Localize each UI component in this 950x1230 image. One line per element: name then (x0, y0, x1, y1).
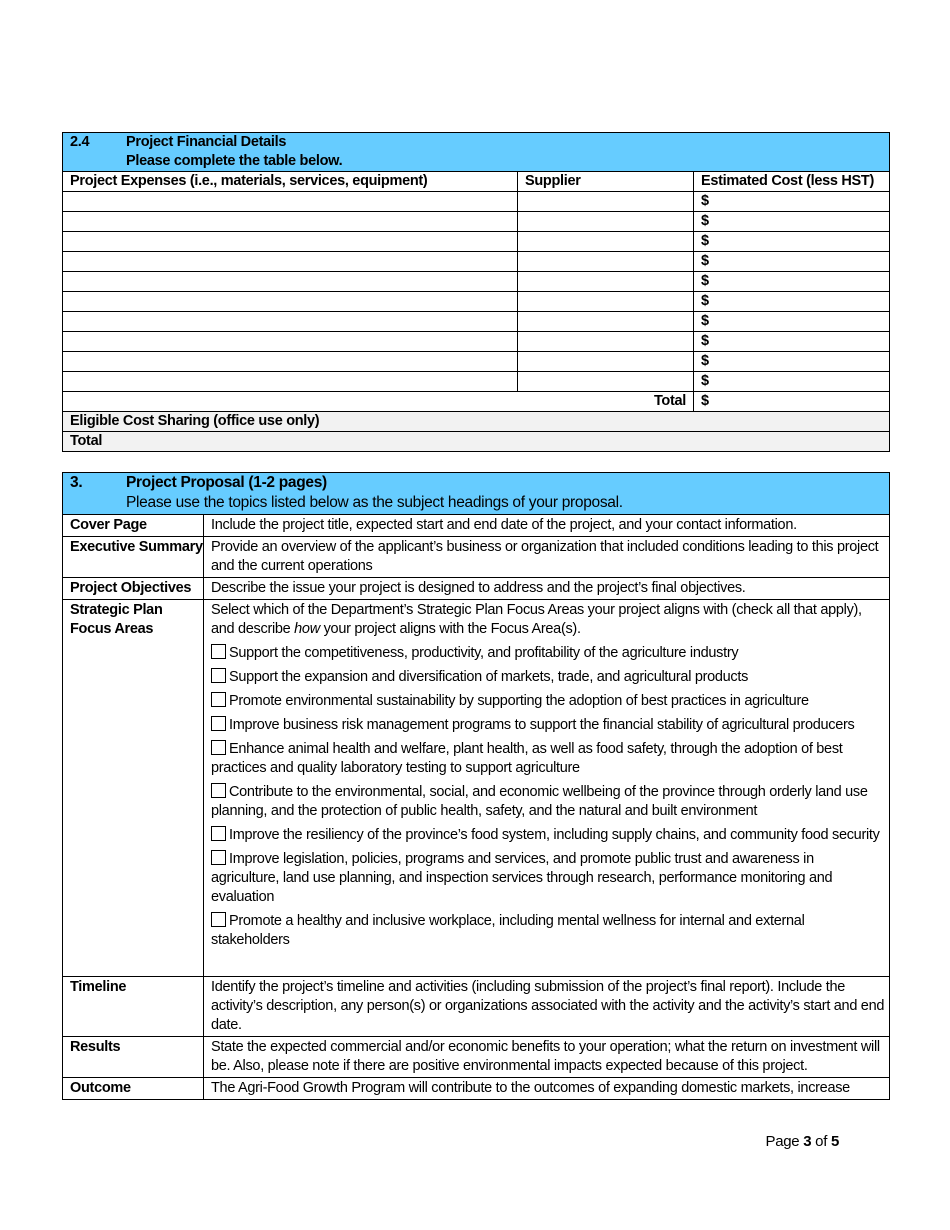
supplier-input[interactable] (518, 332, 694, 352)
cost-input[interactable]: $ (694, 192, 890, 212)
cost-input[interactable]: $ (694, 272, 890, 292)
expense-row (63, 192, 890, 212)
focus-area-item (211, 716, 885, 735)
focus-area-text: Improve business risk management programs to support the financial stability of agricultural producers (229, 717, 855, 733)
focus-area-checkbox[interactable] (211, 644, 226, 659)
focus-area-text: Support the expansion and diversification of markets, trade, and agricultural products (229, 669, 749, 685)
focus-area-checkbox[interactable] (211, 850, 226, 865)
supplier-input[interactable] (518, 232, 694, 252)
supplier-input[interactable] (518, 352, 694, 372)
eligible-cost-row (63, 412, 890, 432)
cost-input[interactable]: $ (694, 232, 890, 252)
supplier-input[interactable] (518, 312, 694, 332)
expense-input[interactable] (63, 212, 518, 232)
timeline-label: Timeline (63, 977, 204, 1037)
proposal-section-header (63, 473, 890, 515)
expense-input[interactable] (63, 272, 518, 292)
cost-input[interactable]: $ (694, 352, 890, 372)
focus-area-text: Enhance animal health and welfare, plant health, as well as food safety, through the adoption of best practices and quality laboratory testing to support agriculture (211, 741, 843, 776)
results-text: State the expected commercial and/or economic benefits to your operation; what the return on investment will be. Also, please note if there are positive environmental impacts expected because of this project. (204, 1037, 890, 1078)
expense-input[interactable] (63, 312, 518, 332)
financial-section-title: Project Financial Details (126, 134, 287, 150)
focus-area-text: Improve the resiliency of the province’s food system, including supply chains, and community food security (229, 827, 880, 843)
focus-area-text: Support the competitiveness, productivity, and profitability of the agriculture industry (229, 645, 739, 661)
focus-area-item (211, 912, 885, 950)
focus-areas-list (211, 644, 885, 950)
focus-area-text: Contribute to the environmental, social, and economic wellbeing of the province through orderly land use planning, and the protection of public health, safety, and the natural and built environment (211, 784, 868, 819)
page-footer: Page 3 of 5 (765, 1133, 839, 1150)
cost-input[interactable]: $ (694, 212, 890, 232)
financial-column-headers (63, 172, 890, 192)
focus-areas-intro: Select which of the Department’s Strategic Plan Focus Areas your project aligns with (check all that apply), and describe how your project aligns with the Focus Area(s). (211, 602, 862, 637)
focus-area-checkbox[interactable] (211, 740, 226, 755)
supplier-input[interactable] (518, 292, 694, 312)
expense-row (63, 272, 890, 292)
expense-input[interactable] (63, 332, 518, 352)
executive-summary-row (63, 537, 890, 578)
supplier-input[interactable] (518, 252, 694, 272)
expense-input[interactable] (63, 232, 518, 252)
focus-area-item (211, 668, 885, 687)
financial-section-header (63, 133, 890, 172)
focus-area-item (211, 644, 885, 663)
cost-input[interactable]: $ (694, 252, 890, 272)
results-row (63, 1037, 890, 1078)
supplier-input[interactable] (518, 372, 694, 392)
total-label: Total (63, 392, 694, 412)
focus-area-checkbox[interactable] (211, 716, 226, 731)
focus-area-text: Promote a healthy and inclusive workplace, including mental wellness for internal and external stakeholders (211, 913, 805, 948)
project-objectives-row (63, 578, 890, 600)
cover-page-text: Include the project title, expected start and end date of the project, and your contact information. (204, 515, 890, 537)
focus-area-checkbox[interactable] (211, 692, 226, 707)
outcome-row (63, 1078, 890, 1100)
cost-input[interactable]: $ (694, 332, 890, 352)
project-objectives-label: Project Objectives (63, 578, 204, 600)
expense-row (63, 352, 890, 372)
eligible-cost-label: Eligible Cost Sharing (office use only) (63, 412, 890, 432)
focus-area-item (211, 692, 885, 711)
total-cost-field[interactable]: $ (694, 392, 890, 412)
supplier-input[interactable] (518, 212, 694, 232)
executive-summary-label: Executive Summary (63, 537, 204, 578)
focus-area-checkbox[interactable] (211, 783, 226, 798)
column-header-supplier: Supplier (518, 172, 694, 192)
outcome-label: Outcome (63, 1078, 204, 1100)
focus-area-item (211, 826, 885, 845)
proposal-section-title: Project Proposal (1-2 pages) (126, 474, 327, 491)
focus-area-text: Improve legislation, policies, programs and services, and promote public trust and awareness in agriculture, land use planning, and inspection services through research, performance monitoring and evaluation (211, 851, 833, 905)
expense-row (63, 252, 890, 272)
results-label: Results (63, 1037, 204, 1078)
focus-area-item (211, 783, 885, 821)
expense-input[interactable] (63, 192, 518, 212)
focus-area-item (211, 850, 885, 907)
grand-total-label: Total (63, 432, 890, 452)
financial-details-table (62, 132, 890, 452)
total-pages: 5 (830, 1133, 839, 1150)
expense-input[interactable] (63, 352, 518, 372)
proposal-section-number: 3. (70, 474, 83, 491)
cover-page-label: Cover Page (63, 515, 204, 537)
executive-summary-text: Provide an overview of the applicant’s business or organization that included conditions leading to this project and the current operations (204, 537, 890, 578)
supplier-input[interactable] (518, 192, 694, 212)
column-header-cost: Estimated Cost (less HST) (694, 172, 890, 192)
timeline-text: Identify the project’s timeline and activities (including submission of the project’s final report). Include the activity’s description, any person(s) or organizations associated with the activity and the activity’s start and end date. (204, 977, 890, 1037)
focus-area-checkbox[interactable] (211, 826, 226, 841)
expense-row (63, 292, 890, 312)
expense-input[interactable] (63, 372, 518, 392)
focus-areas-label: Strategic Plan Focus Areas (63, 600, 204, 977)
project-proposal-table (62, 472, 890, 1100)
grand-total-row (63, 432, 890, 452)
current-page: 3 (803, 1133, 812, 1150)
expense-row (63, 332, 890, 352)
focus-area-text: Promote environmental sustainability by supporting the adoption of best practices in agriculture (229, 693, 809, 709)
proposal-header-row (63, 473, 890, 515)
expense-row (63, 372, 890, 392)
focus-area-item (211, 740, 885, 778)
focus-areas-cell (204, 600, 890, 977)
expense-row (63, 312, 890, 332)
expense-row (63, 212, 890, 232)
outcome-text: The Agri-Food Growth Program will contribute to the outcomes of expanding domestic markets, increase (204, 1078, 890, 1100)
project-objectives-text: Describe the issue your project is designed to address and the project’s final objectives. (204, 578, 890, 600)
proposal-instruction: Please use the topics listed below as the subject headings of your proposal. (126, 494, 623, 511)
expense-row (63, 232, 890, 252)
expense-input[interactable] (63, 292, 518, 312)
cover-page-row (63, 515, 890, 537)
financial-total-row (63, 392, 890, 412)
cost-input[interactable]: $ (694, 312, 890, 332)
timeline-row (63, 977, 890, 1037)
column-header-expenses: Project Expenses (i.e., materials, services, equipment) (63, 172, 518, 192)
financial-instruction: Please complete the table below. (126, 153, 343, 169)
cost-input[interactable]: $ (694, 292, 890, 312)
focus-area-checkbox[interactable] (211, 912, 226, 927)
focus-areas-row (63, 600, 890, 977)
expense-input[interactable] (63, 252, 518, 272)
financial-section-number: 2.4 (70, 134, 90, 150)
financial-header-row (63, 133, 890, 172)
cost-input[interactable]: $ (694, 372, 890, 392)
supplier-input[interactable] (518, 272, 694, 292)
focus-area-checkbox[interactable] (211, 668, 226, 683)
